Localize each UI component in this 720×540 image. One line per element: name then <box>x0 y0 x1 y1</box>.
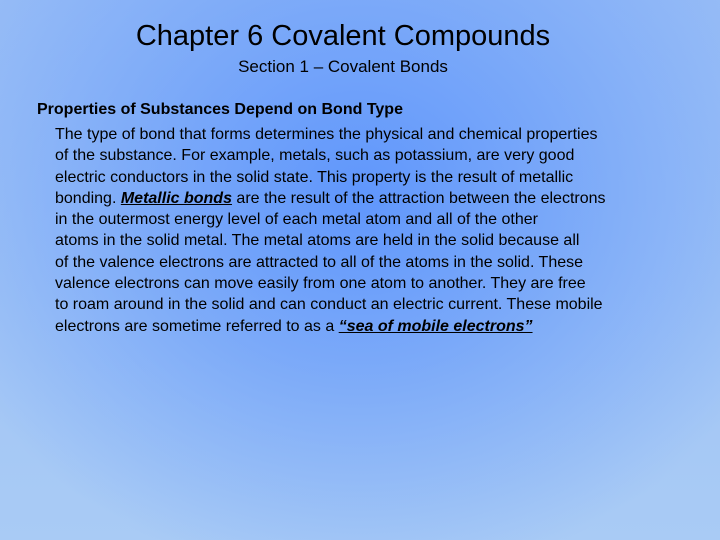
body-line: to roam around in the solid and can conduct an electric current. These mobile <box>55 296 603 314</box>
slide-title: Chapter 6 Covalent Compounds <box>135 20 551 52</box>
body-text: are the result of the attraction between the electrons <box>231 189 606 207</box>
body-text: electrons are sometime referred to as a <box>55 317 339 335</box>
body-line: valence electrons can move easily from one atom to another. They are free <box>55 275 586 293</box>
body-paragraph <box>55 124 695 337</box>
key-term-sea-of-mobile-electrons: “sea of mobile electrons” <box>338 317 533 335</box>
slide-subtitle: Section 1 – Covalent Bonds <box>238 57 448 76</box>
body-line <box>55 316 695 337</box>
body-line: The type of bond that forms determines the physical and chemical properties <box>55 126 598 143</box>
body-line: in the outermost energy level of each metal atom and all of the other <box>55 211 538 229</box>
section-heading: Properties of Substances Depend on Bond Type <box>37 101 403 118</box>
body-text: bonding. <box>55 189 121 207</box>
body-line: electric conductors in the solid state. This property is the result of metallic <box>55 168 574 186</box>
body-line: atoms in the solid metal. The metal atoms are held in the solid because all <box>55 232 580 250</box>
key-term-metallic-bonds: Metallic bonds <box>120 189 232 207</box>
body-line: of the valence electrons are attracted to all of the atoms in the solid. These <box>55 253 584 271</box>
body-line: of the substance. For example, metals, such as potassium, are very good <box>55 147 575 165</box>
body-line <box>55 188 695 209</box>
